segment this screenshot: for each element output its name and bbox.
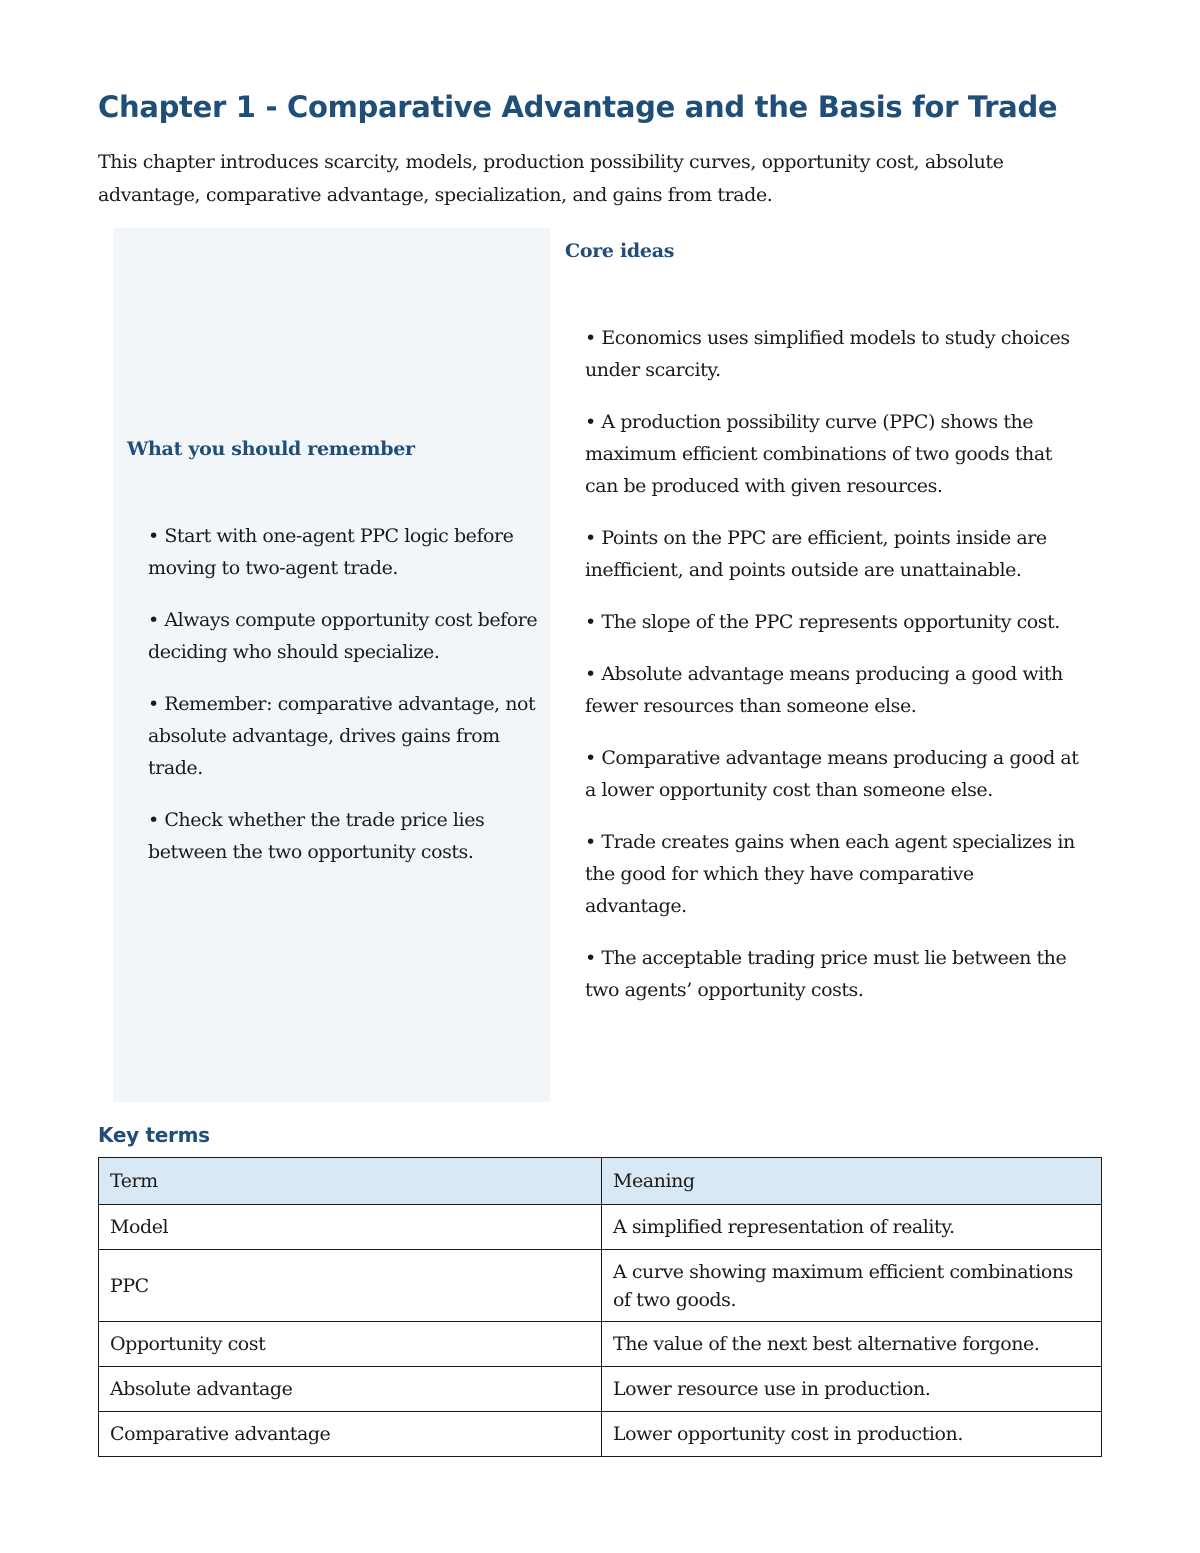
remember-item: • Check whether the trade price lies between the two opportunity costs.	[148, 809, 485, 863]
table-header-row	[99, 1158, 1102, 1205]
meaning-cell: The value of the next best alternative forgone.	[602, 1322, 1102, 1367]
meaning-cell: Lower opportunity cost in production.	[602, 1412, 1102, 1457]
key-terms-table	[98, 1157, 1102, 1457]
chapter-intro: This chapter introduces scarcity, models, production possibility curves, opportunity cost, absolute advantage, comparative advantage, specialization, and gains from trade.	[98, 151, 1004, 206]
table-row	[99, 1412, 1102, 1457]
meaning-cell: Lower resource use in production.	[602, 1367, 1102, 1412]
table-row	[99, 1250, 1102, 1322]
core-idea-item: • The acceptable trading price must lie between the two agents’ opportunity costs.	[585, 947, 1067, 1001]
meaning-cell: A curve showing maximum efficient combinations of two goods.	[602, 1250, 1102, 1322]
summary-columns	[113, 228, 1088, 1102]
table-row	[99, 1322, 1102, 1367]
core-idea-item: • Trade creates gains when each agent specializes in the good for which they have comparative advantage.	[585, 831, 1075, 917]
remember-item: • Remember: comparative advantage, not absolute advantage, drives gains from trade.	[148, 693, 536, 779]
core-ideas-list	[585, 322, 1080, 1026]
core-idea-item: • Comparative advantage means producing a good at a lower opportunity cost than someone else.	[585, 747, 1079, 801]
remember-item: • Always compute opportunity cost before deciding who should specialize.	[148, 609, 538, 663]
remember-heading: What you should remember	[127, 438, 415, 460]
remember-item: • Start with one-agent PPC logic before moving to two-agent trade.	[148, 525, 514, 579]
key-terms-heading: Key terms	[98, 1123, 210, 1147]
remember-list	[148, 520, 538, 888]
meaning-cell: A simplified representation of reality.	[602, 1205, 1102, 1250]
remember-panel	[113, 228, 550, 1102]
core-idea-item: • The slope of the PPC represents opportunity cost.	[585, 611, 1060, 633]
term-cell: Opportunity cost	[99, 1322, 602, 1367]
document-page	[98, 86, 1102, 1445]
term-cell: PPC	[99, 1250, 602, 1322]
term-cell: Model	[99, 1205, 602, 1250]
term-cell: Absolute advantage	[99, 1367, 602, 1412]
core-idea-item: • A production possibility curve (PPC) shows the maximum efficient combinations of two goods that can be produced with given resources.	[585, 411, 1052, 497]
column-header-meaning: Meaning	[602, 1158, 1102, 1205]
table-row	[99, 1367, 1102, 1412]
core-idea-item: • Absolute advantage means producing a good with fewer resources than someone else.	[585, 663, 1063, 717]
core-idea-item: • Points on the PPC are efficient, points inside are inefficient, and points outside are unattainable.	[585, 527, 1047, 581]
column-header-term: Term	[99, 1158, 602, 1205]
term-cell: Comparative advantage	[99, 1412, 602, 1457]
chapter-title: Chapter 1 - Comparative Advantage and the Basis for Trade	[98, 90, 1058, 124]
table-row	[99, 1205, 1102, 1250]
core-ideas-heading: Core ideas	[565, 240, 675, 262]
core-idea-item: • Economics uses simplified models to study choices under scarcity.	[585, 327, 1070, 381]
